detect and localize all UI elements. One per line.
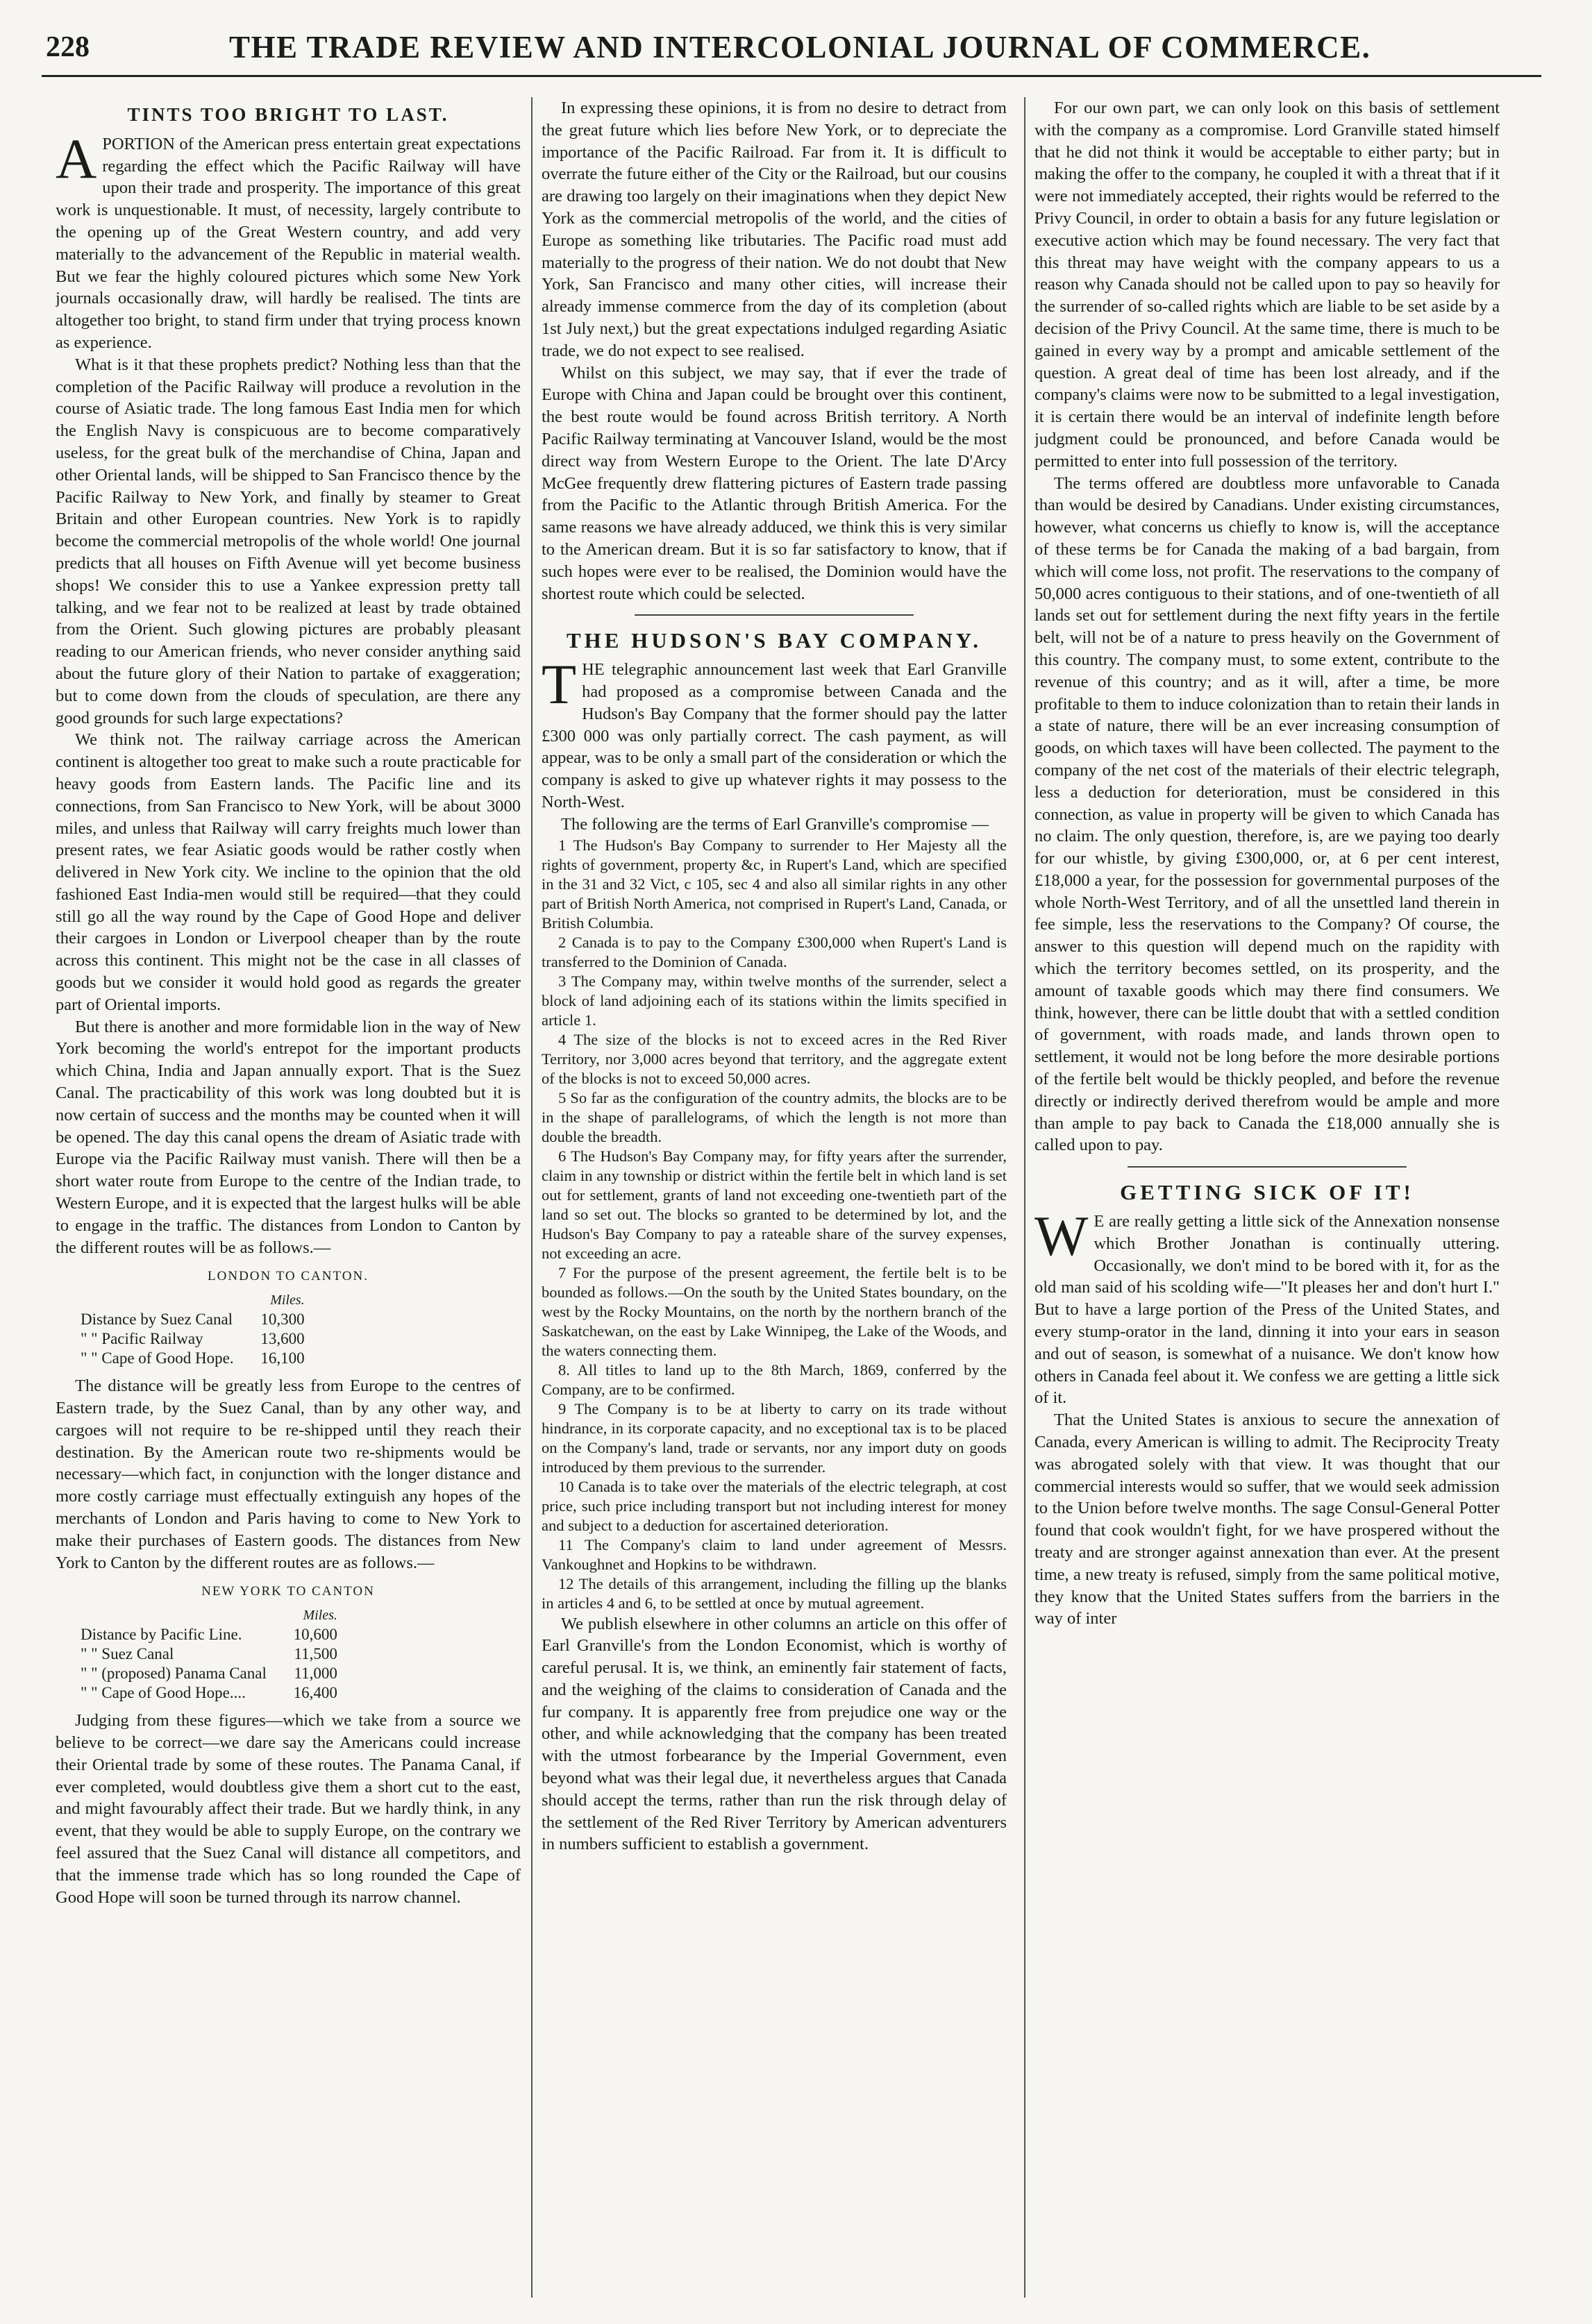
article-paragraph: W E are really getting a little sick of the Annexation nonsense which Brother Jonathan is continually uttering. Occasionally, we don't mind to be bored with it, for as the old man said of his scolding wife—"It pleases her and don't hurt I." But to have a large portion of the Press of the United States, and every stump-orator in the land, dinning it into your ears in season and out of season, is somewhat of a nuisance. We don't know how others in Canada feel about it. We confess we are getting a little sick of it. — [1034, 1204, 1500, 1408]
article-paragraph: APORTION of the American press entertain great expectations regarding the effect which the Pacific Railway will have upon their trade and prosperity. The importance of this great work is unquestionable. It must, of necessity, largely contribute to the opening up of the Great Western country, and add very materially to the advancement of the Republic in material wealth. But we fear the highly coloured pictures which some New York journals occasionally draw, will hardly be realised. The tints are altogether too bright, to stand firm under that trying process known as experience. — [56, 126, 521, 352]
terms-intro: The following are the terms of Earl Granville's compromise — — [561, 814, 989, 834]
column-1 — [56, 97, 521, 2298]
article-paragraph: We publish elsewhere in other columns an article on this offer of Earl Granville's from the London Economist, which is worthy of careful perusal. It is, we think, an eminently fair statement of facts, and the weighing of the claims to consideration of Canada and the fur company. It is apparently free from prejudice one way or the other, and while acknowledging that the company has been treated with the utmost forbearance by the Imperial Government, even beyond what was their legal due, it nevertheless argues that Canada should accept the terms, rather than run the risk through delay of the settlement of the Red River Territory by American adventurers in numbers sufficient to establish a government. — [542, 1614, 1007, 1854]
list-item: 8. All titles to land up to the 8th March, 1869, conferred by the Company, are to be confirmed. — [542, 1361, 1007, 1398]
journal-title: THE TRADE REVIEW AND INTERCOLONIAL JOURNAL OF COMMERCE. — [229, 30, 1371, 65]
article-paragraph: The distance will be greatly less from Europe to the centres of Eastern trade, by the Suez Canal, than by any other way, and cargoes will not require to be re-shipped until they reach their destination. By the American route two re-shipments would be necessary—which fact, in conjunction with the longer distance and more costly carriage must effectually extinguish any hopes of the merchants of London and Paris having to come to New York to make their purchases of Eastern goods. The distances from New York to Canton by the different routes are as follows.— — [56, 1376, 521, 1572]
distance-table-london — [76, 1290, 309, 1368]
article-paragraph: What is it that these prophets predict? Nothing less than that the completion of the Pacific Railway will produce a revolution in the course of Asiatic trade. The long famous East India men for which the English Navy is conspicuous are to become comparatively useless, for the great bulk of the merchandise of China, Japan and other Oriental lands, will be shipped to San Francisco thence by the Pacific Railway to New York, and finally by steamer to Great Britain and other European countries. New York is to rapidly become the commercial metropolis of the whole world! One journal predicts that all houses on Fifth Avenue will yet become business shops! We consider this to use a Yankee expression pretty tall talking, and we fear not to be realized at least by trade obtained from the Orient. Such glowing pictures are probably pleasant reading to our American friends, who never consider anything said about the future glory of their Nation to partake of exaggeration; but to come down from the clouds of speculation, are there any good grounds for such large expectations? — [56, 355, 521, 727]
column-rule — [531, 97, 533, 2298]
column-2 — [542, 97, 1007, 2298]
table-row: Distance by Suez Canal 10,300 — [81, 1311, 305, 1329]
article-separator — [1128, 1166, 1407, 1168]
table-row: " " Suez Canal 11,500 — [81, 1645, 337, 1663]
table-row: " " Cape of Good Hope.... 16,400 — [81, 1684, 337, 1702]
list-item: 10 Canada is to take over the materials of the electric telegraph, at cost price, such price including transport but not including interest for money and subject to a deduction for ascertained deterioration. — [542, 1477, 1007, 1534]
distance-table-title: NEW YORK TO CANTON — [201, 1584, 375, 1599]
distance-table-title: LONDON TO CANTON. — [208, 1269, 369, 1284]
running-head — [42, 26, 1541, 77]
list-item: 11 The Company's claim to land under agreement of Messrs. Vankoughnet and Hopkins to be withdrawn. — [542, 1535, 1007, 1573]
article-paragraph: We think not. The railway carriage across the American continent is altogether too great to make such a route practicable for heavy goods from Eastern lands. The Pacific line and its connections, from San Francisco to New York, will be about 3000 miles, and unless that Railway will carry freights much lower than present rates, we fear Asiatic goods would be rather costly when delivered in New York city. We incline to the opinion that the old fashioned East India-men would still be required—that they could still go all the way round by the Cape of Good Hope and deliver their cargoes in London or Liverpool cheaper than by the route across this continent. This might not be the case in all classes of goods but we consider it would hold good as regards the greater part of Oriental imports. — [56, 730, 521, 1014]
table-row: " " Pacific Railway 13,600 — [81, 1330, 305, 1348]
list-item: 6 The Hudson's Bay Company may, for fifty years after the surrender, claim in any township or district within the fertile belt in which land is set out for settlement, grants of land not exceeding one-twentieth part of the land so set out. The blocks so granted to be determined by lot, and the Hudson's Bay Company to pay a rateable share of the survey expenses, not exceeding an acre. — [542, 1147, 1007, 1262]
drop-cap: W — [1034, 1204, 1089, 1268]
list-item: 9 The Company is to be at liberty to carry on its trade without hindrance, in its corporate capacity, and no exceptional tax is to be placed on the Company's land, trade or servants, nor any import duty on goods introduced by them previous to the surrender. — [542, 1399, 1007, 1476]
article-paragraph: Whilst on this subject, we may say, that if ever the trade of Europe with China and Japan could be brought over this continent, the best route would be found across British territory. A North Pacific Railway terminating at Vancouver Island, would be the most direct way from Western Europe to the Orient. The late D'Arcy McGee frequently drew flattering pictures of Eastern trade passing from the Pacific to the Atlantic through British America. For the same reasons we have already adduced, we think this is very similar to the American dream. But it is so far satisfactory to know, that if such hopes were ever to be realised, the Dominion would have the shortest route which could be selected. — [542, 363, 1007, 603]
article-heading-hudson: THE HUDSON'S BAY COMPANY. — [566, 628, 982, 653]
list-item: 1 The Hudson's Bay Company to surrender to Her Majesty all the rights of government, property &c, in Rupert's Land, which are specified in the 31 and 32 Vict, c 105, sec 4 and also all similar rights in any other part of British North America, not comprised in Rupert's Land, Canada, or British Columbia. — [542, 836, 1007, 932]
distance-table-new-york — [76, 1606, 342, 1703]
article-paragraph: THE telegraphic announcement last week that Earl Granville had proposed as a compromise between Canada and the Hudson's Bay Company that the former should pay the latter £300 000 was only partially correct. The cash payment, as will appear, was to be only a small part of the consideration or which the company is asked to give up whatever rights it may possess to the North-West. — [542, 652, 1007, 811]
page-number: 228 — [46, 31, 90, 63]
list-item: 4 The size of the blocks is not to exceed acres in the Red River Territory, nor 3,000 acres beyond that territory, and the aggregate extent of the blocks is not to exceed 50,000 acres. — [542, 1030, 1007, 1087]
list-item: 3 The Company may, within twelve months of the surrender, select a block of land adjoining each of its stations within the limits specified in article 1. — [542, 972, 1007, 1029]
article-paragraph: That the United States is anxious to secure the annexation of Canada, every American is willing to admit. The Reciprocity Treaty was abrogated solely with that view. It was thought that our commercial interests would so suffer, that we would seek admission to the Union before twelve months. The sage Consul-General Potter found that cook wouldn't fight, for we have prospered without the treaty and are stronger against annexation than ever. At the present time, a new treaty is refused, simply from the same political motive, they know that the United States suffers from the barriers in the way of inter — [1034, 1411, 1500, 1628]
article-heading-sick: GETTING SICK OF IT! — [1120, 1180, 1414, 1205]
article-paragraph: The terms offered are doubtless more unfavorable to Canada than would be desired by Canadians. Under existing circumstances, however, what concerns us chiefly to know is, will the acceptance of these terms be for Canada the making of a bad bargain, from which will come loss, not profit. The reservations to the company of 50,000 acres contiguous to their stations, and of one-twentieth of all lands set out for settlement during the next fifty years in the fertile belt, will not be of a nature to press heavily on the Government of this country. The company must, to some extent, contribute to the revenue of this country; and as it will, after a time, be more profitable to them to induce colonization than to retain their lands in a state of nature, there will be an ever increasing consumption of goods, on which taxes will have been collected. The payment to the company of the net cost of the materials of their electric telegraph, less a deduction for deterioration, must be considered in this connection, as value in property will be given to which Canada has no claim. The only question, therefore, is, are we paying too dearly for our whistle, by giving £300,000, or, at 6 per cent interest, £18,000 a year, for the possession for governmental purposes of the whole North-West Territory, and of all the unsettled land therein in fee simple, less the reservations to the Company? Of course, the answer to this question will depend much on the rapidity with which the territory becomes settled, on its prosperity, and the amount of taxable goods which may there find consumers. We think, however, there can be little doubt that with a settled condition of government, with roads made, and lands thrown open to settlement, it would not be long before the more desirable portions of the fertile belt would be thickly peopled, and before the revenue directly or indirectly derived therefrom would be ample and more than ample to pay back to Canada the £18,000 annually she is called upon to pay. — [1034, 473, 1500, 1155]
terms-list — [542, 836, 1007, 1613]
article-heading-tints: TINTS TOO BRIGHT TO LAST. — [127, 104, 449, 125]
list-item: 5 So far as the configuration of the country admits, the blocks are to be in the shape of parallelograms, of which the length is not more than double the breadth. — [542, 1088, 1007, 1145]
miles-header: Miles. — [303, 1608, 337, 1624]
article-paragraph: In expressing these opinions, it is from no desire to detract from the great future which lies before New York, or to depreciate the importance of the Pacific Railroad. Far from it. It is difficult to overrate the future either of the City or the Railroad, but our cousins are drawing too largely on their imaginations when they depict New York as the commercial metropolis of the world, and the cities of Europe as something like tributaries. The Pacific road must add materially to the progress of their nation. We do not doubt that New York, San Francisco and many other cities, will increase their already immense commerce from the day of its completion (about 1st July next,) but the great expectations indulged regarding Asiatic trade, we do not expect to see realised. — [542, 99, 1007, 360]
miles-header: Miles. — [270, 1292, 305, 1308]
article-paragraph: For our own part, we can only look on this basis of settlement with the company as a compromise. Lord Granville stated himself that he did not think it would be acceptable to either party; but in making the offer to the company, he coupled it with a threat that if it were not immediately accepted, their rights would be referred to the Privy Council, in order to obtain a basis for any future legislation or executive action which may be found necessary. The very fact that this threat may have weight with the company appears to us a reason why Canada should not be called upon to pay so heavily for the surrender of so-called rights which are liable to be set aside by a decision of the Privy Council. At the same time, there is much to be gained in every way by a prompt and amicable settlement of the question. A great deal of time has been lost already, and if the company's claims were now to be submitted to a legal investigation, it is certain there would be an interval of indefinite length before judgment could be pronounced, and before Canada would be permitted to enter into full possession of the territory. — [1034, 99, 1500, 471]
drop-cap: T — [542, 652, 577, 716]
list-item: 12 The details of this arrangement, including the filling up the blanks in articles 4 and 6, to be settled at once by mutual agreement. — [542, 1574, 1007, 1612]
table-row: " " Cape of Good Hope. 16,100 — [81, 1349, 305, 1367]
list-item: 2 Canada is to pay to the Company £300,000 when Rupert's Land is transferred to the Dominion of Canada. — [542, 933, 1007, 970]
article-paragraph: But there is another and more formidable lion in the way of New York becoming the world's entrepot for the important products which China, India and Japan annually export. That is the Suez Canal. The practicability of this work was long doubted but it is now certain of success and the months may be counted when it will be opened. The day this canal opens the dream of Asiatic trade with Europe via the Pacific Railway must vanish. There will then be a short water route from Europe to the centre of the Indian trade, to Western Europe, and it is expected that the largest hulks will be able to engage in the traffic. The distances from London to Canton by the different routes will be as follows.— — [56, 1017, 521, 1257]
table-row: " " (proposed) Panama Canal 11,000 — [81, 1665, 337, 1683]
column-rule — [1024, 97, 1025, 2298]
table-row: Distance by Pacific Line. 10,600 — [81, 1626, 337, 1644]
list-item: 7 For the purpose of the present agreement, the fertile belt is to be bounded as follows.—On the south by the United States boundary, on the west by the Rocky Mountains, on the north by the northern branch of the Saskatchewan, on the east by Lake Winnipeg, the Lake of the Woods, and the waters connecting them. — [542, 1263, 1007, 1359]
article-separator — [635, 614, 914, 616]
column-3 — [1034, 97, 1500, 2298]
article-paragraph: Judging from these figures—which we take from a source we believe to be correct—we dare say the Americans could increase their Oriental trade by some of these routes. The Panama Canal, if ever completed, would doubtless give them a short cut to the east, and might favourably affect their trade. But we hardly think, in any event, that they would be able to supply Europe, on the contrary we feel assured that the Suez Canal will distance all competitors, and that the immense trade which has so long rounded the Cape of Good Hope will soon be turned through its narrow channel. — [56, 1711, 521, 1907]
drop-cap: A — [56, 126, 97, 190]
